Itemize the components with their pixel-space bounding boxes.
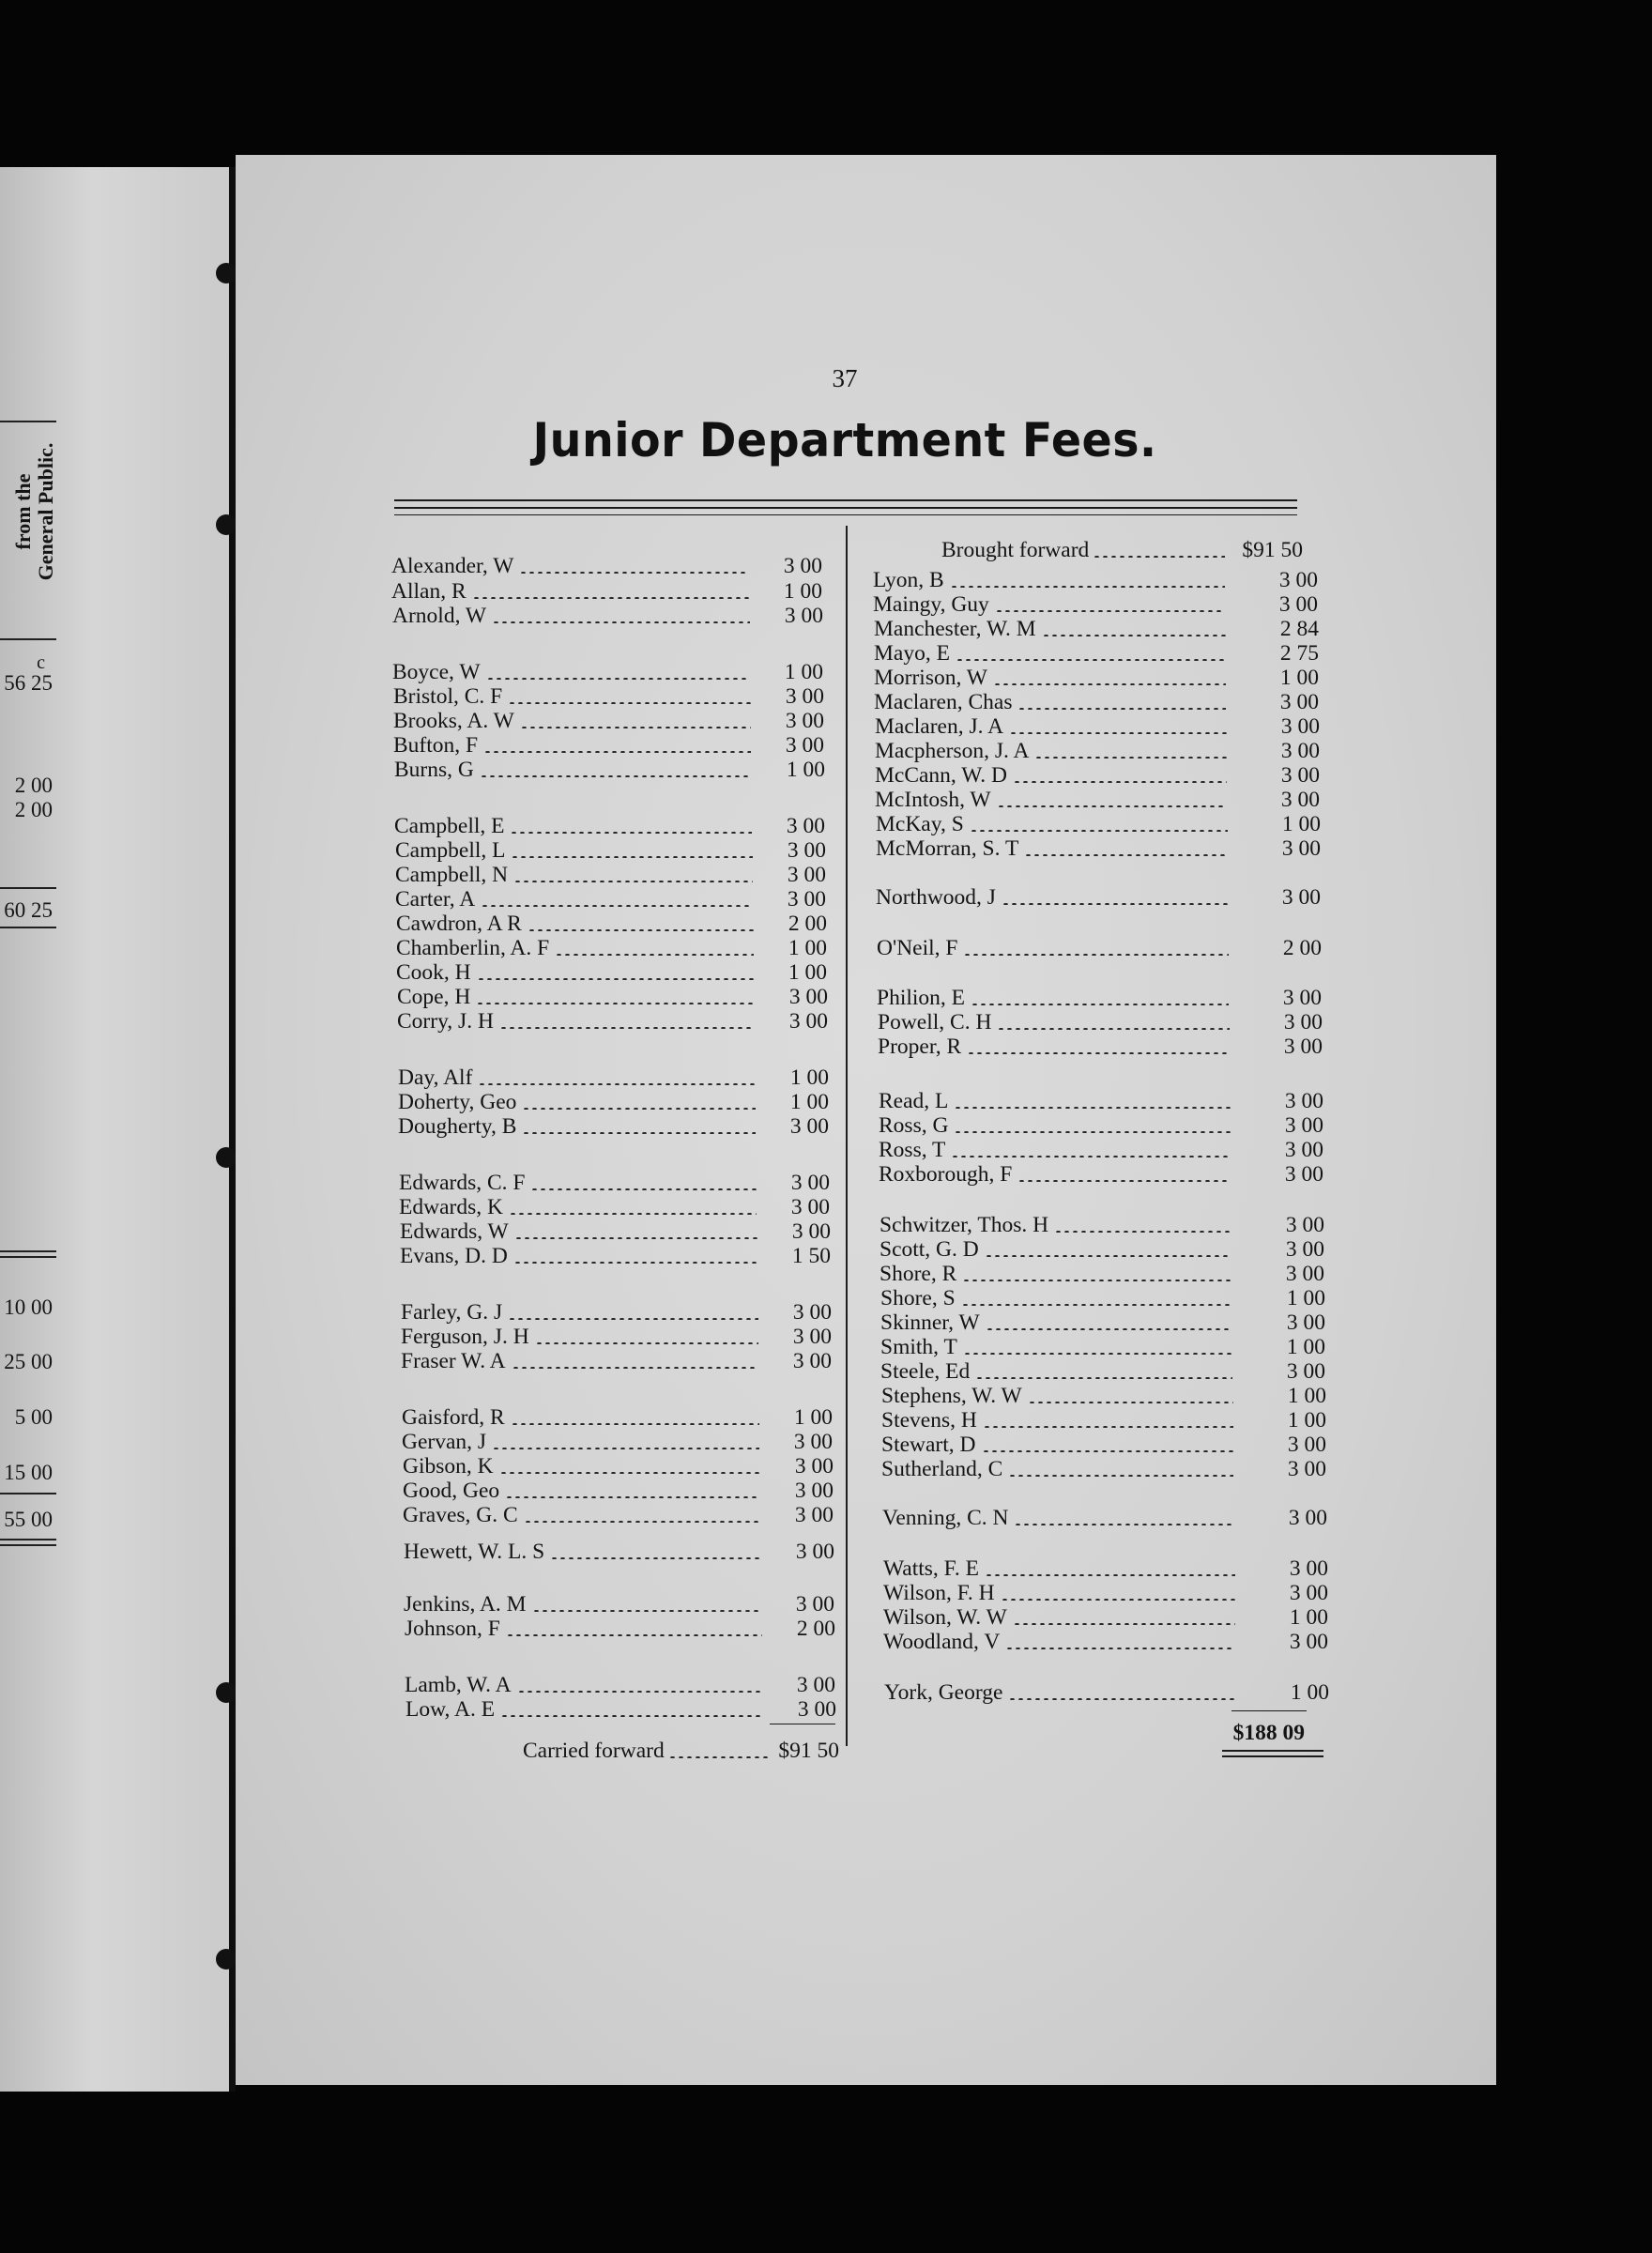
leader-dots — [520, 727, 751, 728]
leader-dots — [510, 832, 752, 834]
carried-forward-label: Carried forward — [523, 1739, 665, 1763]
left-entry-name: Campbell, E — [394, 814, 505, 838]
binding-mark — [216, 1147, 237, 1168]
right-entry-name: Wilson, F. H — [883, 1581, 995, 1605]
left-entry-amount: 3 00 — [792, 1300, 832, 1325]
leader-dots — [517, 1691, 762, 1693]
left-page-unit: c — [37, 652, 45, 673]
left-entry-amount: 3 00 — [783, 554, 822, 578]
left-entry-name: Bufton, F — [393, 733, 479, 758]
leader-dots — [1024, 854, 1228, 856]
left-entry-amount: 1 00 — [788, 936, 827, 960]
leader-dots — [961, 1304, 1232, 1306]
right-entry-amount: 3 00 — [1280, 739, 1320, 763]
leader-dots — [986, 1328, 1232, 1330]
left-entry-name: Lamb, W. A — [405, 1673, 512, 1697]
left-page-rule — [0, 1539, 56, 1540]
left-entry-amount: 3 00 — [787, 863, 826, 887]
left-entry-name: Boyce, W — [392, 660, 481, 684]
page-title: Junior Department Fees. — [532, 413, 1157, 467]
left-entry-name: Burns, G — [394, 758, 474, 782]
leader-dots — [970, 830, 1228, 832]
right-entry-amount: 3 00 — [1283, 1010, 1323, 1035]
right-entry-name: McCann, W. D — [875, 763, 1007, 788]
right-entry-amount: 3 00 — [1281, 885, 1321, 910]
leader-dots — [500, 1715, 763, 1717]
left-entry-name: Alexander, W — [391, 554, 514, 578]
leader-dots — [499, 1027, 755, 1029]
left-page-rule — [0, 1493, 56, 1494]
leader-dots — [508, 1318, 758, 1320]
leader-dots — [951, 1156, 1231, 1157]
leader-dots — [513, 881, 753, 882]
left-entry-name: Cope, H — [397, 985, 471, 1009]
leader-dots — [1042, 635, 1226, 636]
right-entry-amount: 3 00 — [1279, 690, 1319, 714]
total-double-rule — [1222, 1750, 1323, 1752]
left-entry-name: Arnold, W — [392, 604, 487, 628]
right-entry-name: Wilson, W. W — [883, 1605, 1007, 1630]
left-entry-name: Edwards, W — [400, 1219, 509, 1244]
right-entry-name: Shore, S — [880, 1286, 956, 1310]
title-rule — [394, 507, 1297, 509]
right-entry-amount: 3 00 — [1287, 1433, 1326, 1457]
left-entry-name: Hewett, W. L. S — [404, 1540, 545, 1564]
left-entry-amount: 3 00 — [787, 838, 826, 863]
left-entry-name: Campbell, L — [395, 838, 506, 863]
left-entry-name: Johnson, F — [405, 1617, 500, 1641]
leader-dots — [954, 1131, 1231, 1133]
right-entry-name: Maingy, Guy — [873, 592, 989, 617]
left-entry-amount: 3 00 — [791, 1219, 831, 1244]
leader-dots — [511, 1423, 759, 1425]
left-page-value: 55 00 — [4, 1508, 53, 1531]
leader-dots — [486, 678, 750, 680]
right-entry-amount: 1 00 — [1287, 1408, 1326, 1433]
left-page-rule — [0, 1544, 56, 1546]
left-page-rule — [0, 887, 56, 889]
right-entry-name: Philion, E — [877, 986, 966, 1010]
right-entry-amount: 3 00 — [1278, 592, 1318, 617]
left-entry-name: Jenkins, A. M — [404, 1592, 527, 1617]
left-entry-amount: 3 00 — [790, 1195, 830, 1219]
leader-dots — [512, 1367, 758, 1369]
leader-dots — [1002, 903, 1228, 905]
leader-dots — [528, 929, 754, 931]
left-entry-amount: 3 00 — [786, 814, 825, 838]
leader-dots — [971, 1004, 1229, 1005]
right-entry-amount: 3 00 — [1285, 1213, 1324, 1237]
title-rule — [394, 499, 1297, 501]
left-entry-name: Ferguson, J. H — [401, 1325, 529, 1349]
left-entry-name: Graves, G. C — [403, 1503, 518, 1527]
right-entry-name: Ross, T — [879, 1138, 946, 1162]
right-entry-amount: 1 00 — [1286, 1286, 1325, 1310]
leader-dots — [950, 586, 1225, 588]
right-entry-amount: 3 00 — [1287, 1457, 1326, 1481]
binding-mark — [216, 1682, 237, 1703]
leader-dots — [550, 1557, 761, 1559]
grand-total: $188 09 — [1232, 1721, 1305, 1745]
left-entry-amount: 1 50 — [791, 1244, 831, 1268]
left-entry-amount: 1 00 — [789, 1065, 829, 1090]
leader-dots — [480, 775, 752, 777]
left-page-value: 5 00 — [14, 1405, 53, 1429]
right-entry-name: Maclaren, Chas — [874, 690, 1013, 714]
leader-dots — [524, 1521, 760, 1523]
left-page-rule — [0, 638, 56, 640]
title-rule — [394, 514, 1297, 515]
leader-dots — [1013, 1623, 1235, 1625]
right-entry-amount: 3 00 — [1278, 568, 1318, 592]
right-entry-amount: 3 00 — [1282, 986, 1322, 1010]
left-entry-name: Farley, G. J — [401, 1300, 503, 1325]
leader-dots — [997, 805, 1227, 807]
right-entry-name: O'Neil, F — [877, 936, 958, 960]
right-entry-name: Powell, C. H — [878, 1010, 992, 1035]
left-entry-amount: 2 00 — [788, 912, 827, 936]
leader-dots — [1028, 1402, 1233, 1403]
left-entry-amount: 3 00 — [797, 1697, 836, 1722]
leader-dots — [492, 1448, 759, 1449]
left-entry-name: Campbell, N — [395, 863, 509, 887]
leader-dots — [1014, 1524, 1234, 1525]
left-page-value: 60 25 — [4, 898, 53, 922]
leader-dots — [476, 1003, 755, 1004]
right-entry-name: Lyon, B — [873, 568, 944, 592]
right-entry-amount: 3 00 — [1284, 1089, 1323, 1113]
left-entry-amount: 3 00 — [794, 1479, 834, 1503]
left-entry-amount: 1 00 — [793, 1405, 833, 1430]
left-entry-name: Carter, A — [395, 887, 476, 912]
left-entry-amount: 3 00 — [795, 1540, 834, 1564]
left-page-value: 15 00 — [4, 1461, 53, 1484]
leader-dots — [522, 1132, 756, 1134]
right-entry-name: McIntosh, W — [875, 788, 991, 812]
left-entry-amount: 1 00 — [788, 960, 827, 985]
leader-dots — [530, 1188, 757, 1190]
right-entry-name: Manchester, W. M — [874, 617, 1036, 641]
leader-dots — [499, 1472, 760, 1474]
leader-dots — [1009, 732, 1227, 734]
right-entry-name: Proper, R — [878, 1035, 962, 1059]
leader-dots — [522, 1108, 756, 1110]
leader-dots — [982, 1450, 1233, 1452]
brought-forward-amount: $91 50 — [1242, 538, 1303, 562]
leader-dots — [985, 1255, 1231, 1257]
left-entry-amount: 3 00 — [795, 1592, 834, 1617]
right-entry-amount: 3 00 — [1286, 1310, 1325, 1335]
right-entry-name: McMorran, S. T — [876, 836, 1019, 861]
left-entry-name: Brooks, A. W — [393, 709, 514, 733]
leader-dots — [963, 954, 1229, 956]
left-entry-name: Dougherty, B — [398, 1114, 517, 1139]
right-entry-amount: 3 00 — [1285, 1237, 1324, 1262]
left-entry-amount: 2 00 — [796, 1617, 835, 1641]
leader-dots — [532, 1610, 761, 1612]
leader-dots — [478, 1083, 756, 1085]
leader-dots — [483, 751, 751, 753]
left-entry-amount: 3 00 — [792, 1349, 832, 1373]
left-entry-amount: 1 00 — [783, 579, 822, 604]
right-entry-amount: 3 00 — [1284, 1138, 1323, 1162]
right-entry-name: Schwitzer, Thos. H — [880, 1213, 1049, 1237]
right-entry-name: Sutherland, C — [881, 1457, 1003, 1481]
right-entry-amount: 3 00 — [1289, 1581, 1328, 1605]
left-entry-name: Gervan, J — [402, 1430, 487, 1454]
book-spine — [229, 167, 236, 2092]
left-entry-amount: 3 00 — [787, 887, 826, 912]
left-page-value: 2 00 — [14, 774, 53, 797]
right-entry-amount: 2 84 — [1279, 617, 1319, 641]
right-entry-name: Macpherson, J. A — [875, 739, 1030, 763]
right-entry-name: Steele, Ed — [880, 1359, 971, 1384]
leader-dots — [983, 1426, 1233, 1428]
left-entry-name: Chamberlin, A. F — [396, 936, 550, 960]
right-entry-name: Ross, G — [879, 1113, 949, 1138]
left-entry-amount: 1 00 — [786, 758, 825, 782]
left-entry-name: Fraser W. A — [401, 1349, 506, 1373]
left-page-value: 2 00 — [14, 798, 53, 821]
left-entry-amount: 3 00 — [794, 1503, 834, 1527]
binding-mark — [216, 1949, 237, 1969]
right-entry-amount: 2 75 — [1279, 641, 1319, 666]
leader-dots — [555, 954, 754, 956]
right-entry-name: Scott, G. D — [880, 1237, 979, 1262]
left-page-rule — [0, 1250, 56, 1252]
left-entry-amount: 3 00 — [785, 684, 824, 709]
right-entry-name: Stewart, D — [881, 1433, 976, 1457]
right-entry-name: York, George — [884, 1680, 1003, 1705]
total-double-rule — [1222, 1755, 1323, 1757]
right-entry-name: Northwood, J — [876, 885, 996, 910]
right-entry-amount: 3 00 — [1281, 836, 1321, 861]
left-entry-name: Bristol, C. F — [393, 684, 503, 709]
right-entry-amount: 3 00 — [1289, 1556, 1328, 1581]
left-entry-amount: 1 00 — [784, 660, 823, 684]
leader-dots — [954, 1107, 1231, 1109]
right-entry-name: Venning, C. N — [882, 1506, 1009, 1530]
right-entry-amount: 1 00 — [1287, 1384, 1326, 1408]
left-entry-amount: 3 00 — [788, 985, 828, 1009]
right-entry-amount: 1 00 — [1281, 812, 1321, 836]
leader-dots — [962, 1280, 1231, 1281]
right-entry-name: Roxborough, F — [879, 1162, 1013, 1187]
right-entry-amount: 1 00 — [1290, 1680, 1329, 1705]
page-number: 37 — [832, 364, 858, 392]
right-entry-amount: 1 00 — [1289, 1605, 1328, 1630]
leader-dots — [975, 1377, 1232, 1379]
left-entry-name: Corry, J. H — [397, 1009, 494, 1034]
right-entry-amount: 3 00 — [1280, 763, 1320, 788]
leader-dots — [492, 621, 750, 623]
leader-dots — [506, 1634, 762, 1636]
left-entry-amount: 3 00 — [785, 733, 824, 758]
right-entry-amount: 3 00 — [1285, 1262, 1324, 1286]
right-entry-amount: 3 00 — [1284, 1113, 1323, 1138]
leader-dots — [1013, 781, 1227, 783]
right-entry-amount: 3 00 — [1286, 1359, 1325, 1384]
left-entry-amount: 3 00 — [788, 1009, 828, 1034]
left-entry-name: Low, A. E — [405, 1697, 496, 1722]
right-entry-amount: 1 00 — [1279, 666, 1319, 690]
leader-dots — [963, 1353, 1232, 1355]
left-entry-amount: 3 00 — [790, 1171, 830, 1195]
left-page-value: 10 00 — [4, 1295, 53, 1319]
left-entry-amount: 3 00 — [792, 1325, 832, 1349]
left-entry-amount: 3 00 — [789, 1114, 829, 1139]
leader-dots — [1008, 1475, 1233, 1477]
left-entry-name: Edwards, K — [399, 1195, 503, 1219]
leader-dots — [1017, 1180, 1231, 1182]
right-entry-amount: 3 00 — [1284, 1162, 1323, 1187]
left-page-rule — [0, 1256, 56, 1258]
leader-dots — [477, 978, 754, 980]
leader-dots — [995, 610, 1225, 612]
leader-dots — [519, 572, 749, 574]
leader-dots — [1017, 708, 1226, 710]
left-entry-name: Gaisford, R — [402, 1405, 505, 1430]
right-entry-name: Mayo, E — [874, 641, 950, 666]
right-entry-amount: 1 00 — [1286, 1335, 1325, 1359]
left-page-value: 56 25 — [4, 671, 53, 695]
right-entry-amount: 3 00 — [1288, 1506, 1327, 1530]
left-entry-name: Allan, R — [391, 579, 467, 604]
right-entry-name: Smith, T — [880, 1335, 957, 1359]
left-page-rule — [0, 927, 56, 928]
right-entry-name: Read, L — [879, 1089, 949, 1113]
right-entry-name: Stephens, W. W — [881, 1384, 1022, 1408]
left-entry-amount: 1 00 — [789, 1090, 829, 1114]
right-entry-name: Morrison, W — [874, 666, 987, 690]
leader-dots — [1001, 1599, 1235, 1601]
right-entry-amount: 3 00 — [1280, 788, 1320, 812]
leader-dots — [956, 659, 1226, 661]
left-page-heading-line1: from the — [11, 473, 35, 550]
left-entry-amount: 3 00 — [793, 1430, 833, 1454]
right-entry-name: Watts, F. E — [883, 1556, 979, 1581]
left-page-heading-line2: General Public. — [34, 442, 57, 581]
leader-dots — [1054, 1231, 1231, 1233]
leader-dots — [511, 856, 753, 858]
right-entry-name: Maclaren, J. A — [875, 714, 1004, 739]
leader-dots — [967, 1052, 1230, 1054]
left-entry-name: Cook, H — [396, 960, 471, 985]
leader-dots — [1008, 1698, 1236, 1700]
carried-forward-amount: $91 50 — [778, 1739, 839, 1763]
right-entry-name: Stevens, H — [881, 1408, 977, 1433]
leader-dots — [1093, 556, 1225, 558]
brought-forward-label: Brought forward — [941, 538, 1090, 562]
left-entry-name: Good, Geo — [403, 1479, 500, 1503]
leader-dots — [508, 702, 751, 704]
left-entry-amount: 3 00 — [794, 1454, 834, 1479]
leader-dots — [997, 1028, 1230, 1030]
right-entry-name: McKay, S — [876, 812, 964, 836]
leader-dots — [535, 1342, 758, 1344]
left-entry-name: Edwards, C. F — [399, 1171, 526, 1195]
column-divider — [846, 526, 848, 1746]
left-entry-amount: 3 00 — [796, 1673, 835, 1697]
left-entry-name: Day, Alf — [398, 1065, 473, 1090]
left-entry-name: Evans, D. D — [400, 1244, 508, 1268]
leader-dots — [668, 1756, 768, 1758]
leader-dots — [472, 597, 749, 599]
left-entry-amount: 3 00 — [785, 709, 824, 733]
total-rule — [1231, 1710, 1307, 1711]
left-page-value: 25 00 — [4, 1350, 53, 1373]
leader-dots — [481, 905, 753, 907]
right-entry-name: Shore, R — [880, 1262, 957, 1286]
leader-dots — [505, 1496, 760, 1498]
right-entry-name: Skinner, W — [880, 1310, 980, 1335]
leader-dots — [1034, 757, 1227, 759]
leader-dots — [993, 683, 1226, 685]
leader-dots — [509, 1213, 757, 1215]
left-page-column-heading — [12, 371, 59, 652]
leader-dots — [985, 1574, 1235, 1576]
left-page-rule — [0, 421, 56, 422]
leader-dots — [1005, 1648, 1235, 1649]
binding-mark — [216, 263, 237, 284]
right-entry-amount: 2 00 — [1282, 936, 1322, 960]
right-entry-amount: 3 00 — [1283, 1035, 1323, 1059]
leader-dots — [513, 1262, 757, 1264]
leader-dots — [514, 1237, 757, 1239]
right-entry-amount: 3 00 — [1280, 714, 1320, 739]
left-entry-name: Gibson, K — [403, 1454, 494, 1479]
left-entry-name: Doherty, Geo — [398, 1090, 517, 1114]
left-entry-amount: 3 00 — [784, 604, 823, 628]
right-entry-name: Woodland, V — [883, 1630, 1001, 1654]
binding-mark — [216, 514, 237, 535]
right-entry-amount: 3 00 — [1289, 1630, 1328, 1654]
left-entry-name: Cawdron, A R — [396, 912, 522, 936]
